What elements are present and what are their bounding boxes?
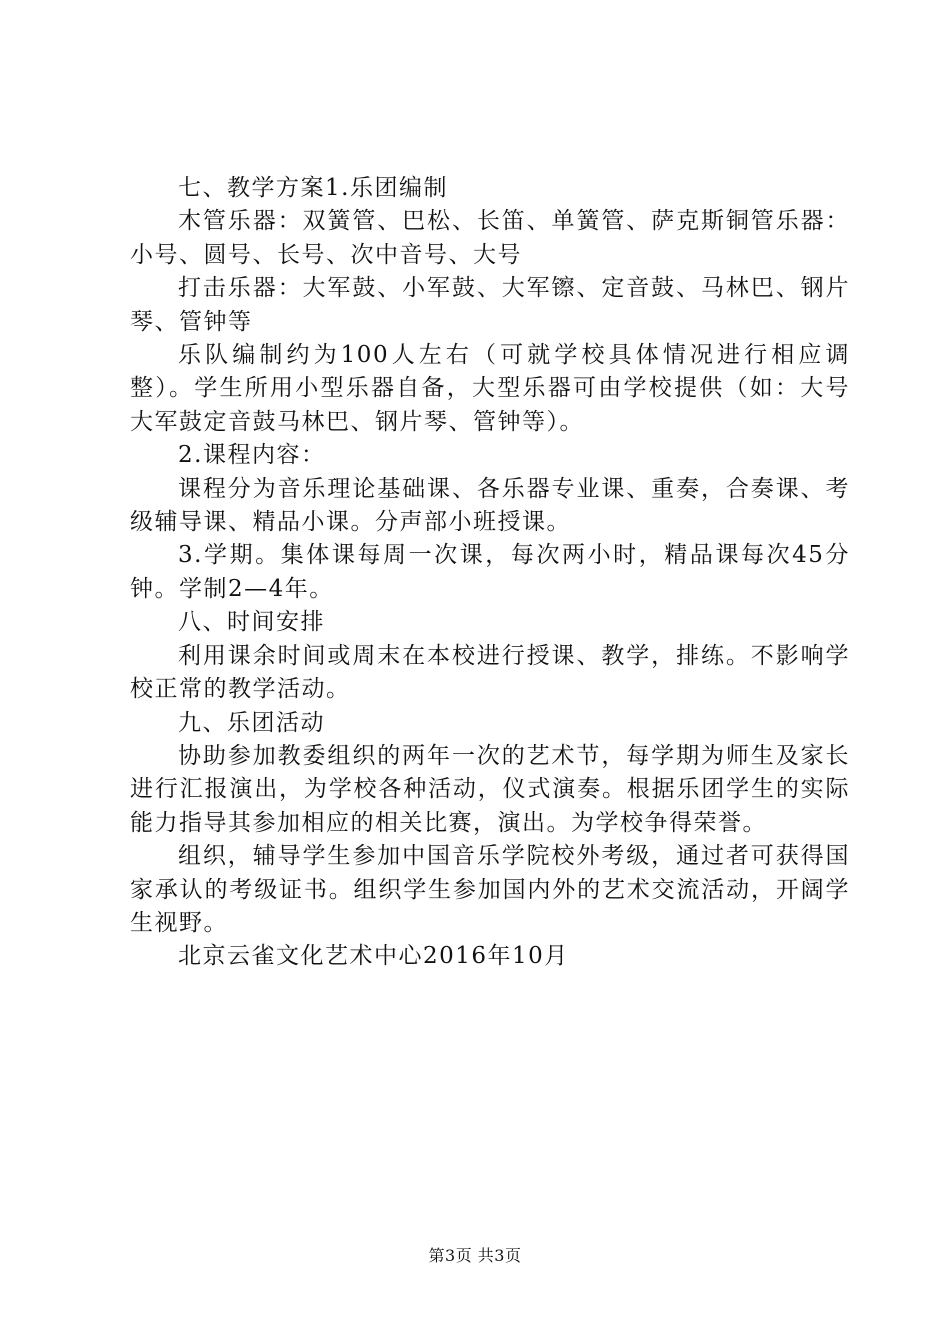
- page-number-footer: 第3页 共3页: [428, 1246, 522, 1265]
- section-heading-teaching-plan: 七、教学方案1.乐团编制: [178, 175, 448, 201]
- signature-line: 北京云雀文化艺术中心2016年10月: [178, 943, 569, 970]
- paragraph-woodwind-brass: 木管乐器：双簧管、巴松、长笛、单簧管、萨克斯铜管乐器：小号、圆号、长号、次中音号、大号: [130, 208, 850, 268]
- paragraph-course-content: 课程分为音乐理论基础课、各乐器专业课、重奏，合奏课、考级辅导课、精品小课。分声部小班授课。: [130, 475, 850, 536]
- paragraph-semester: 3.学期。集体课每周一次课，每次两小时，精品课每次45分钟。学制2—4年。: [130, 542, 850, 602]
- section-heading-schedule: 八、时间安排: [178, 609, 325, 636]
- section-heading-activities: 九、乐团活动: [178, 709, 325, 736]
- subheading-course-content: 2.课程内容：: [178, 442, 326, 469]
- document-body: [130, 172, 850, 974]
- paragraph-activities-1: 协助参加教委组织的两年一次的艺术节，每学期为师生及家长进行汇报演出，为学校各种活动，仪式演奏。根据乐团学生的实际能力指导其参加相应的相关比赛，演出。为学校争得荣誉。: [130, 742, 850, 836]
- paragraph-activities-2: 组织，辅导学生参加中国音乐学院校外考级，通过者可获得国家承认的考级证书。组织学生参加国内外的艺术交流活动，开阔学生视野。: [130, 843, 850, 936]
- paragraph-band-size: 乐队编制约为100人左右（可就学校具体情况进行相应调整）。学生所用小型乐器自备，大型乐器可由学校提供（如：大号大军鼓定音鼓马林巴、钢片琴、管钟等）。: [130, 342, 850, 435]
- paragraph-percussion: 打击乐器：大军鼓、小军鼓、大军镲、定音鼓、马林巴、钢片琴、管钟等: [130, 275, 850, 335]
- paragraph-schedule: 利用课余时间或周末在本校进行授课、教学，排练。不影响学校正常的教学活动。: [130, 642, 850, 703]
